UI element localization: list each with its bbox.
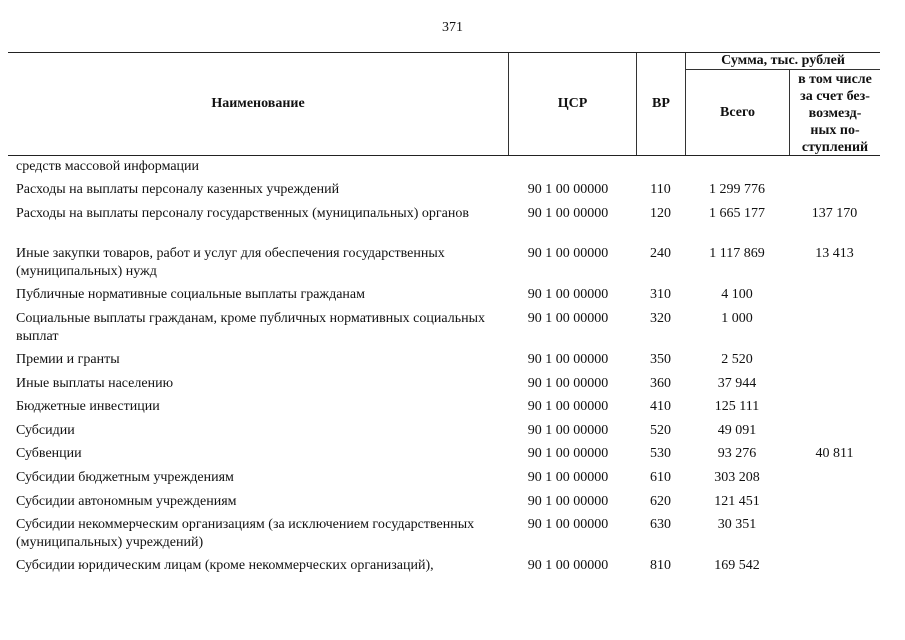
row-total: 49 091 — [717, 423, 757, 438]
row-name: Иные выплаты населению — [16, 376, 174, 391]
row-total: 2 520 — [721, 352, 753, 367]
row-vr: 120 — [650, 206, 671, 221]
row-vr: 310 — [650, 287, 671, 302]
row-name: Субсидии юридическим лицам (кроме некоммерческих организаций), — [16, 558, 434, 573]
row-vr: 610 — [650, 470, 671, 485]
row-vr: 240 — [650, 246, 671, 261]
row-total: 303 208 — [714, 470, 760, 485]
row-incl: 137 170 — [811, 206, 858, 221]
row-csr: 90 1 00 00000 — [527, 352, 609, 367]
row-vr: 110 — [650, 182, 671, 197]
row-vr: 350 — [650, 352, 671, 367]
row-name: Расходы на выплаты персоналу казенных учреждений — [16, 182, 340, 197]
row-csr: 90 1 00 00000 — [527, 399, 609, 414]
row-vr: 320 — [650, 311, 671, 326]
continuation-text: средств массовой информации — [16, 159, 200, 174]
row-name: Премии и гранты — [16, 352, 120, 367]
row-incl: 40 811 — [815, 446, 854, 461]
header-incl: в том числе за счет без- возмезд- ных по- ступлений — [789, 70, 880, 155]
row-vr: 520 — [650, 423, 671, 438]
row-name: Социальные выплаты гражданам, кроме публичных нормативных социальных выплат — [16, 311, 485, 344]
row-total: 1 000 — [721, 311, 753, 326]
row-total: 169 542 — [714, 558, 760, 573]
row-total: 30 351 — [717, 517, 757, 532]
row-csr: 90 1 00 00000 — [527, 376, 609, 391]
header-total: Всего — [685, 70, 789, 155]
row-name: Субсидии автономным учреждениям — [16, 494, 237, 509]
row-name: Субсидии некоммерческим организациям (за исключением государственных (муниципальных) учреждений) — [16, 517, 475, 550]
header-vr: ВР — [636, 53, 685, 155]
row-csr: 90 1 00 00000 — [527, 246, 609, 261]
row-total: 1 665 177 — [709, 206, 765, 221]
row-name: Иные закупки товаров, работ и услуг для обеспечения государственных (муниципальных) нужд — [16, 246, 445, 279]
row-csr: 90 1 00 00000 — [527, 494, 609, 509]
row-csr: 90 1 00 00000 — [527, 558, 609, 573]
row-name: Субсидии бюджетным учреждениям — [16, 470, 234, 485]
row-total: 37 944 — [717, 376, 757, 391]
row-name: Расходы на выплаты персоналу государственных (муниципальных) органов — [16, 206, 469, 221]
row-csr: 90 1 00 00000 — [527, 517, 609, 532]
page-number: 371 — [442, 20, 463, 35]
header-name: Наименование — [211, 96, 305, 111]
row-vr: 360 — [650, 376, 671, 391]
row-name: Бюджетные инвестиции — [16, 399, 160, 414]
row-total: 1 117 869 — [709, 246, 765, 261]
row-name: Субвенции — [16, 446, 82, 461]
row-vr: 630 — [650, 517, 671, 532]
row-total: 121 451 — [714, 494, 760, 509]
row-incl: 13 413 — [815, 246, 854, 261]
row-csr: 90 1 00 00000 — [527, 182, 609, 197]
row-csr: 90 1 00 00000 — [527, 446, 609, 461]
row-total: 125 111 — [714, 399, 760, 414]
row-total: 1 299 776 — [709, 182, 765, 197]
row-vr: 620 — [650, 494, 671, 509]
row-vr: 410 — [650, 399, 671, 414]
row-csr: 90 1 00 00000 — [527, 470, 609, 485]
row-csr: 90 1 00 00000 — [527, 287, 609, 302]
row-csr: 90 1 00 00000 — [527, 423, 609, 438]
row-csr: 90 1 00 00000 — [527, 311, 609, 326]
row-vr: 530 — [650, 446, 671, 461]
row-name: Публичные нормативные социальные выплаты гражданам — [16, 287, 365, 302]
row-vr: 810 — [650, 558, 671, 573]
row-csr: 90 1 00 00000 — [527, 206, 609, 221]
header-sum-title: Сумма, тыс. рублей — [685, 53, 880, 70]
row-total: 4 100 — [721, 287, 753, 302]
header-csr: ЦСР — [508, 53, 636, 155]
table-header — [8, 52, 880, 156]
row-total: 93 276 — [717, 446, 757, 461]
row-name: Субсидии — [16, 423, 75, 438]
